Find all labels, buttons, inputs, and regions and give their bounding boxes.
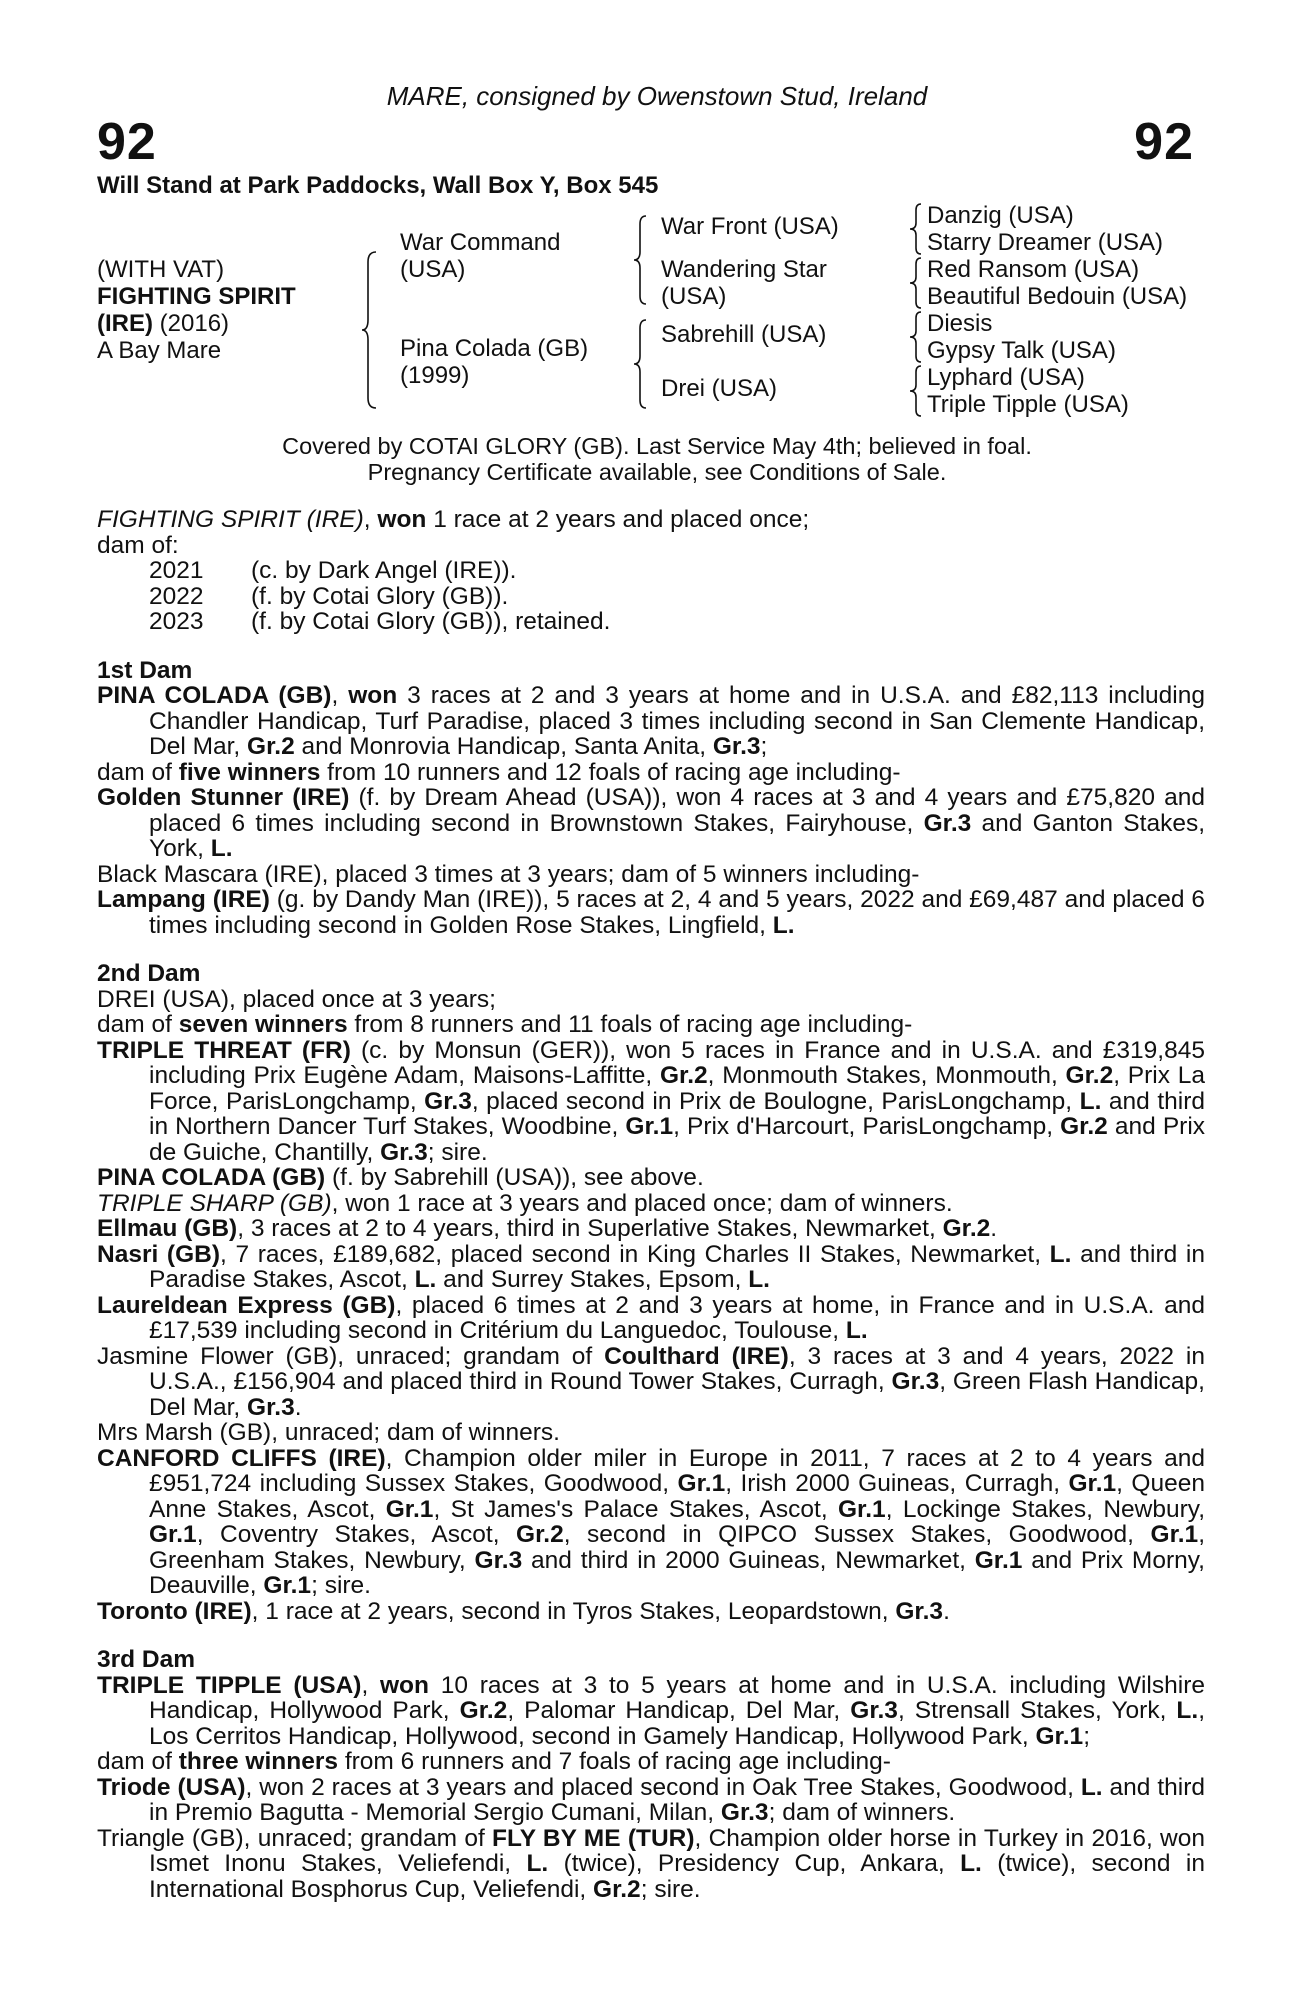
dam-name: Pina Colada (GB) xyxy=(400,335,589,362)
produce-row xyxy=(97,584,1205,610)
entry-text: , Queen Anne Stakes, Ascot, xyxy=(149,1470,1205,1523)
sire-sire-sire: Danzig (USA) xyxy=(927,202,1074,229)
sire-sire-dam: Starry Dreamer (USA) xyxy=(927,229,1164,256)
entry-text: , Strensall Stakes, York, xyxy=(897,1697,1177,1724)
grade-1: Gr.1 xyxy=(1150,1521,1199,1548)
winners-count: three winners xyxy=(178,1748,339,1775)
listed: L. xyxy=(210,835,233,862)
entry-text: ; sire. xyxy=(427,1138,488,1166)
horse-name: TRIPLE SHARP (GB) xyxy=(97,1189,332,1217)
entry-text: , 3 races at 3 and 4 years, 2022 in U.S.A., £156,904 and placed third in Round Tower Stakes, Curragh, xyxy=(149,1342,1205,1395)
catalogue-body xyxy=(97,507,1205,1902)
horse-name: Coulthard (IRE) xyxy=(604,1342,789,1370)
grade-2: Gr.2 xyxy=(659,1062,708,1089)
entry-text: , Lockinge Stakes, Newbury, xyxy=(885,1495,1206,1523)
entry-text: , placed second in Prix de Boulogne, ParisLongchamp, xyxy=(471,1087,1080,1115)
entry-text: and Ganton Stakes, York, xyxy=(149,809,1205,862)
entry-text: (g. by Dandy Man (IRE)), 5 races at 2, 4 and 5 years, 2022 and £69,487 and placed 6 times including second in Golden Rose Stakes, Lingfield, xyxy=(149,886,1205,939)
first-dam-entry: PINA COLADA (GB), won 3 races at 2 and 3 years at home and in U.S.A. and £82,113 including Chandler Handicap, Turf Paradise, placed 3 times including second in San Clemente Handicap, Del Mar, Gr.2 and Monrovia Handicap, Santa Anita, Gr.3; xyxy=(97,682,1205,760)
grade-2: Gr.2 xyxy=(1065,1062,1114,1089)
grade-1: Gr.1 xyxy=(677,1470,726,1497)
triple-sharp-entry xyxy=(97,1191,1205,1217)
listed: L. xyxy=(772,911,795,939)
triode-entry xyxy=(97,1775,1205,1826)
entry-text: , Greenham Stakes, Newbury, xyxy=(149,1521,1206,1574)
stand-location: Will Stand at Park Paddocks, Wall Box Y, Box 545 xyxy=(97,172,659,199)
grade-2: Gr.2 xyxy=(1060,1113,1108,1140)
horse-name: CANFORD CLIFFS (IRE) xyxy=(97,1444,386,1472)
entry-text: , Champion older horse in Turkey in 2016, won Ismet Inonu Stakes, Veliefendi, xyxy=(149,1824,1205,1877)
horse-name: Ellmau (GB) xyxy=(97,1215,238,1242)
triangle-entry xyxy=(97,1826,1205,1903)
pregnancy-line: Pregnancy Certificate available, see Conditions of Sale. xyxy=(367,459,947,485)
nasri-entry xyxy=(97,1242,1205,1293)
entry-text: (f. by Sabrehill (USA)), see above. xyxy=(325,1164,704,1191)
entry-text: and Surrey Stakes, Epsom, xyxy=(436,1266,749,1293)
dam-sire-dam: Gypsy Talk (USA) xyxy=(927,337,1116,364)
grade-3: Gr.3 xyxy=(891,1368,940,1395)
third-dam-produce-summary xyxy=(97,1749,1205,1775)
grade-1: Gr.1 xyxy=(625,1113,674,1140)
grade-1: Gr.1 xyxy=(838,1495,886,1523)
entry-text: , 7 races, £189,682, placed second in King Charles II Stakes, Newmarket, xyxy=(220,1240,1050,1268)
dam-of-text: dam of xyxy=(97,758,179,786)
dam-of-rest: from 6 runners and 7 foals of racing age including- xyxy=(338,1748,891,1775)
intro-horse-name: FIGHTING SPIRIT (IRE) xyxy=(97,506,364,533)
pedigree-brace-dam xyxy=(632,318,650,410)
entry-text: , Los Cerritos Handicap, Hollywood, second in Gamely Handicap, Hollywood Park, xyxy=(149,1697,1206,1750)
grade-3: Gr.3 xyxy=(923,809,972,837)
produce-text: (f. by Cotai Glory (GB)). xyxy=(251,582,509,610)
black-mascara-entry: Black Mascara (IRE), placed 3 times at 3 years; dam of 5 winners including- xyxy=(97,860,920,888)
horse-name-country-year xyxy=(97,310,229,337)
listed: L. xyxy=(1080,1773,1103,1801)
grade-2: Gr.2 xyxy=(516,1521,564,1548)
sire-sire: War Front (USA) xyxy=(661,213,839,240)
dam-dam-sire: Lyphard (USA) xyxy=(927,364,1085,391)
grade-2: Gr.2 xyxy=(459,1697,508,1724)
lot-number-right: 92 xyxy=(1134,113,1194,171)
produce-year: 2021 xyxy=(149,557,204,584)
dam-of-text: dam of xyxy=(97,1748,179,1775)
canford-cliffs-entry xyxy=(97,1446,1205,1599)
lot-number-left: 92 xyxy=(97,113,157,171)
sire-dam-country: (USA) xyxy=(661,283,727,310)
grade-3: Gr.3 xyxy=(247,1393,295,1421)
produce-row xyxy=(97,609,1205,635)
entry-text: and Prix Morny, Deauville, xyxy=(149,1546,1205,1599)
entry-text: and third in 2000 Guineas, Newmarket, xyxy=(522,1546,975,1574)
entry-text: , second in QIPCO Sussex Stakes, Goodwood, xyxy=(563,1521,1151,1548)
toronto-entry xyxy=(97,1599,1205,1625)
second-dam-heading: 2nd Dam xyxy=(97,960,201,987)
horse-name: FIGHTING SPIRIT xyxy=(97,283,296,310)
entry-text: , St James's Palace Stakes, Ascot, xyxy=(433,1495,838,1523)
entry-text: and Prix de Guiche, Chantilly, xyxy=(149,1113,1206,1166)
ellmau-entry xyxy=(97,1216,1205,1242)
pedigree-brace-1 xyxy=(908,202,924,256)
entry-text: , Champion older miler in Europe in 2011, 7 races at 2 to 4 years and £951,724 including Sussex Stakes, Goodwood, xyxy=(149,1444,1205,1497)
grade-1: Gr.1 xyxy=(385,1495,434,1523)
produce-year: 2023 xyxy=(149,608,204,635)
horse-description: A Bay Mare xyxy=(97,337,222,364)
pina-colada-entry xyxy=(97,1165,1205,1191)
dam-of-rest: from 8 runners and 11 foals of racing age including- xyxy=(347,1011,913,1038)
lampang-entry xyxy=(97,887,1205,938)
dam-year: (1999) xyxy=(400,362,470,389)
first-dam-text2: and Monrovia Handicap, Santa Anita, xyxy=(294,733,713,760)
entry-text: Jasmine Flower (GB), unraced; grandam of xyxy=(97,1342,605,1370)
grade-2: Gr.2 xyxy=(942,1215,991,1242)
first-dam-name: PINA COLADA (GB) xyxy=(97,682,332,709)
grade-1: Gr.1 xyxy=(974,1546,1023,1574)
entry-text: , Palomar Handicap, Del Mar, xyxy=(507,1697,851,1724)
entry-text: , won 1 race at 3 years and placed once; dam of winners. xyxy=(331,1189,953,1217)
listed: L. xyxy=(845,1317,868,1344)
entry-text: . xyxy=(943,1597,950,1625)
grade-2: Gr.2 xyxy=(593,1875,641,1903)
entry-text: , won 2 races at 3 years and placed second in Oak Tree Stakes, Goodwood, xyxy=(245,1773,1081,1801)
entry-text: (twice), Presidency Cup, Ankara, xyxy=(548,1850,961,1877)
entry-text: (f. by Dream Ahead (USA)), won 4 races at 3 and 4 years and £75,820 and placed 6 times including second in Brownstown Stakes, Fairyhouse, xyxy=(149,784,1205,837)
entry-text: ; dam of winners. xyxy=(768,1799,956,1826)
entry-text: and third in Paradise Stakes, Ascot, xyxy=(149,1240,1205,1293)
pedigree-brace-4 xyxy=(908,364,924,418)
mrs-marsh-entry: Mrs Marsh (GB), unraced; dam of winners. xyxy=(97,1419,560,1446)
produce-year: 2022 xyxy=(149,582,204,610)
grade-1: Gr.1 xyxy=(1035,1722,1084,1750)
intro-text: 1 race at 2 years and placed once; xyxy=(426,506,810,533)
horse-name: Toronto (IRE) xyxy=(97,1597,252,1625)
dam-dam-dam: Triple Tipple (USA) xyxy=(927,391,1129,418)
third-dam-name: TRIPLE TIPPLE (USA) xyxy=(97,1671,362,1699)
first-dam-text3: ; xyxy=(760,733,768,760)
entry-text: , Green Flash Handicap, Del Mar, xyxy=(149,1368,1205,1421)
horse-name: FLY BY ME (TUR) xyxy=(492,1824,695,1852)
jasmine-flower-entry xyxy=(97,1344,1205,1421)
golden-stunner-entry xyxy=(97,785,1205,862)
listed: L. xyxy=(960,1850,982,1877)
intro-dam-of: dam of: xyxy=(97,531,179,559)
grade-3: Gr.3 xyxy=(424,1087,472,1115)
second-dam-line: DREI (USA), placed once at 3 years; xyxy=(97,985,496,1013)
dam-dam: Drei (USA) xyxy=(661,375,778,402)
grade-3: Gr.3 xyxy=(712,733,761,760)
grade-1: Gr.1 xyxy=(1068,1470,1117,1497)
pedigree-brace-2 xyxy=(908,256,924,310)
first-dam-text: 3 races at 2 and 3 years at home and in U.S.A. and £82,113 including Chandler Handicap, Turf Paradise, placed 3 times including second in San Clemente Handicap, Del Mar, xyxy=(149,682,1205,760)
entry-text: , Prix La Force, ParisLongchamp, xyxy=(149,1062,1205,1115)
covering-info xyxy=(0,433,1314,485)
grade-3: Gr.3 xyxy=(895,1597,944,1625)
pedigree-brace-main xyxy=(362,250,382,410)
first-dam-won: won xyxy=(348,682,398,709)
entry-text: , 3 races at 2 to 4 years, third in Superlative Stakes, Newmarket, xyxy=(237,1215,943,1242)
entry-text: , 1 race at 2 years, second in Tyros Stakes, Leopardstown, xyxy=(251,1597,896,1625)
entry-text: , Coventry Stakes, Ascot, xyxy=(196,1521,517,1548)
horse-name: Laureldean Express (GB) xyxy=(97,1291,396,1319)
listed: L. xyxy=(1079,1087,1102,1115)
entry-text: (c. by Monsun (GER)), won 5 races in France and in U.S.A. and £319,845 including Prix Eugène Adam, Maisons-Laffitte, xyxy=(149,1036,1205,1089)
entry-text: 10 races at 3 to 5 years at home and in U.S.A. including Wilshire Handicap, Hollywood Park, xyxy=(149,1671,1205,1724)
produce-row xyxy=(97,558,1205,584)
dam-of-text: dam of xyxy=(97,1011,179,1038)
covering-line: Covered by COTAI GLORY (GB). Last Service May 4th; believed in foal. xyxy=(282,433,1032,459)
listed: L. xyxy=(1049,1240,1072,1268)
horse-name: PINA COLADA (GB) xyxy=(97,1164,326,1191)
sire-dam-dam: Beautiful Bedouin (USA) xyxy=(927,283,1188,310)
dam-sire-sire: Diesis xyxy=(927,310,993,337)
entry-text: , Monmouth Stakes, Monmouth, xyxy=(707,1062,1066,1089)
entry-text: , Irish 2000 Guineas, Curragh, xyxy=(725,1470,1069,1497)
intro-line: FIGHTING SPIRIT (IRE), won 1 race at 2 years and placed once; xyxy=(97,506,810,533)
horse-year: (2016) xyxy=(159,310,230,337)
produce-text: (c. by Dark Angel (IRE)). xyxy=(251,557,517,584)
consignor-line: MARE, consigned by Owenstown Stud, Ireland xyxy=(386,81,928,111)
pedigree-brace-sire xyxy=(632,214,650,306)
third-dam-won: won xyxy=(380,1671,429,1699)
third-dam-entry: TRIPLE TIPPLE (USA), won 10 races at 3 to 5 years at home and in U.S.A. including Wilshire Handicap, Hollywood Park, Gr.2, Palomar Handicap, Del Mar, Gr.3, Strensall Stakes, York, L., Los Cerritos Handicap, Hollywood, second in Gamely Handicap, Hollywood Park, Gr.1; xyxy=(97,1671,1206,1750)
entry-text: (twice), second in International Bosphorus Cup, Veliefendi, xyxy=(149,1850,1205,1903)
sire-name: War Command xyxy=(400,229,561,256)
horse-name: TRIPLE THREAT (FR) xyxy=(97,1036,351,1064)
horse-name: Lampang (IRE) xyxy=(97,886,270,913)
first-dam-heading: 1st Dam xyxy=(97,656,193,684)
entry-text: . xyxy=(294,1393,302,1421)
grade-3: Gr.3 xyxy=(380,1138,428,1166)
entry-text: , Prix d'Harcourt, ParisLongchamp, xyxy=(673,1113,1061,1140)
second-dam-produce-summary xyxy=(97,1012,1205,1038)
grade-1: Gr.1 xyxy=(263,1572,312,1599)
entry-text: . xyxy=(990,1215,998,1242)
grade-3: Gr.3 xyxy=(720,1799,769,1826)
winners-count: seven winners xyxy=(178,1011,348,1038)
first-dam-produce-summary xyxy=(97,760,1205,786)
pedigree-brace-3 xyxy=(908,310,924,364)
sire-dam-name: Wandering Star xyxy=(661,256,827,283)
grade-2: Gr.2 xyxy=(247,733,295,760)
laureldean-express-entry xyxy=(97,1293,1205,1344)
listed: L. xyxy=(526,1850,549,1877)
third-dam-heading: 3rd Dam xyxy=(97,1646,196,1673)
entry-text: and third in Northern Dancer Turf Stakes, Woodbine, xyxy=(149,1087,1205,1140)
pedigree-vat: (WITH VAT) xyxy=(97,256,225,283)
listed: L. xyxy=(748,1266,770,1293)
intro-won: won xyxy=(377,506,427,533)
grade-1: Gr.1 xyxy=(149,1521,197,1548)
sire-dam-sire: Red Ransom (USA) xyxy=(927,256,1140,283)
horse-country: (IRE) xyxy=(97,310,153,337)
produce-text: (f. by Cotai Glory (GB)), retained. xyxy=(251,608,611,635)
horse-name: Golden Stunner (IRE) xyxy=(97,784,350,811)
dam-sire: Sabrehill (USA) xyxy=(661,321,827,348)
dam-of-rest: from 10 runners and 12 foals of racing age including- xyxy=(320,758,901,786)
entry-text: , placed 6 times at 2 and 3 years at home, in France and in U.S.A. and £17,539 including second in Critérium du Languedoc, Toulouse, xyxy=(149,1291,1206,1344)
horse-name: Triode (USA) xyxy=(97,1773,246,1801)
entry-text: Triangle (GB), unraced; grandam of xyxy=(97,1824,493,1852)
triple-threat-entry xyxy=(97,1038,1205,1166)
entry-text: ; sire. xyxy=(311,1572,371,1599)
sire-country: (USA) xyxy=(400,256,466,283)
grade-3: Gr.3 xyxy=(474,1546,523,1574)
listed: L. xyxy=(414,1266,437,1293)
entry-text: ; xyxy=(1083,1722,1090,1750)
grade-3: Gr.3 xyxy=(850,1697,898,1724)
horse-name: Nasri (GB) xyxy=(97,1240,220,1268)
winners-count: five winners xyxy=(178,758,321,786)
entry-text: and third in Premio Bagutta - Memorial Sergio Cumani, Milan, xyxy=(149,1773,1206,1826)
entry-text: ; sire. xyxy=(640,1875,701,1903)
listed: L. xyxy=(1176,1697,1199,1724)
